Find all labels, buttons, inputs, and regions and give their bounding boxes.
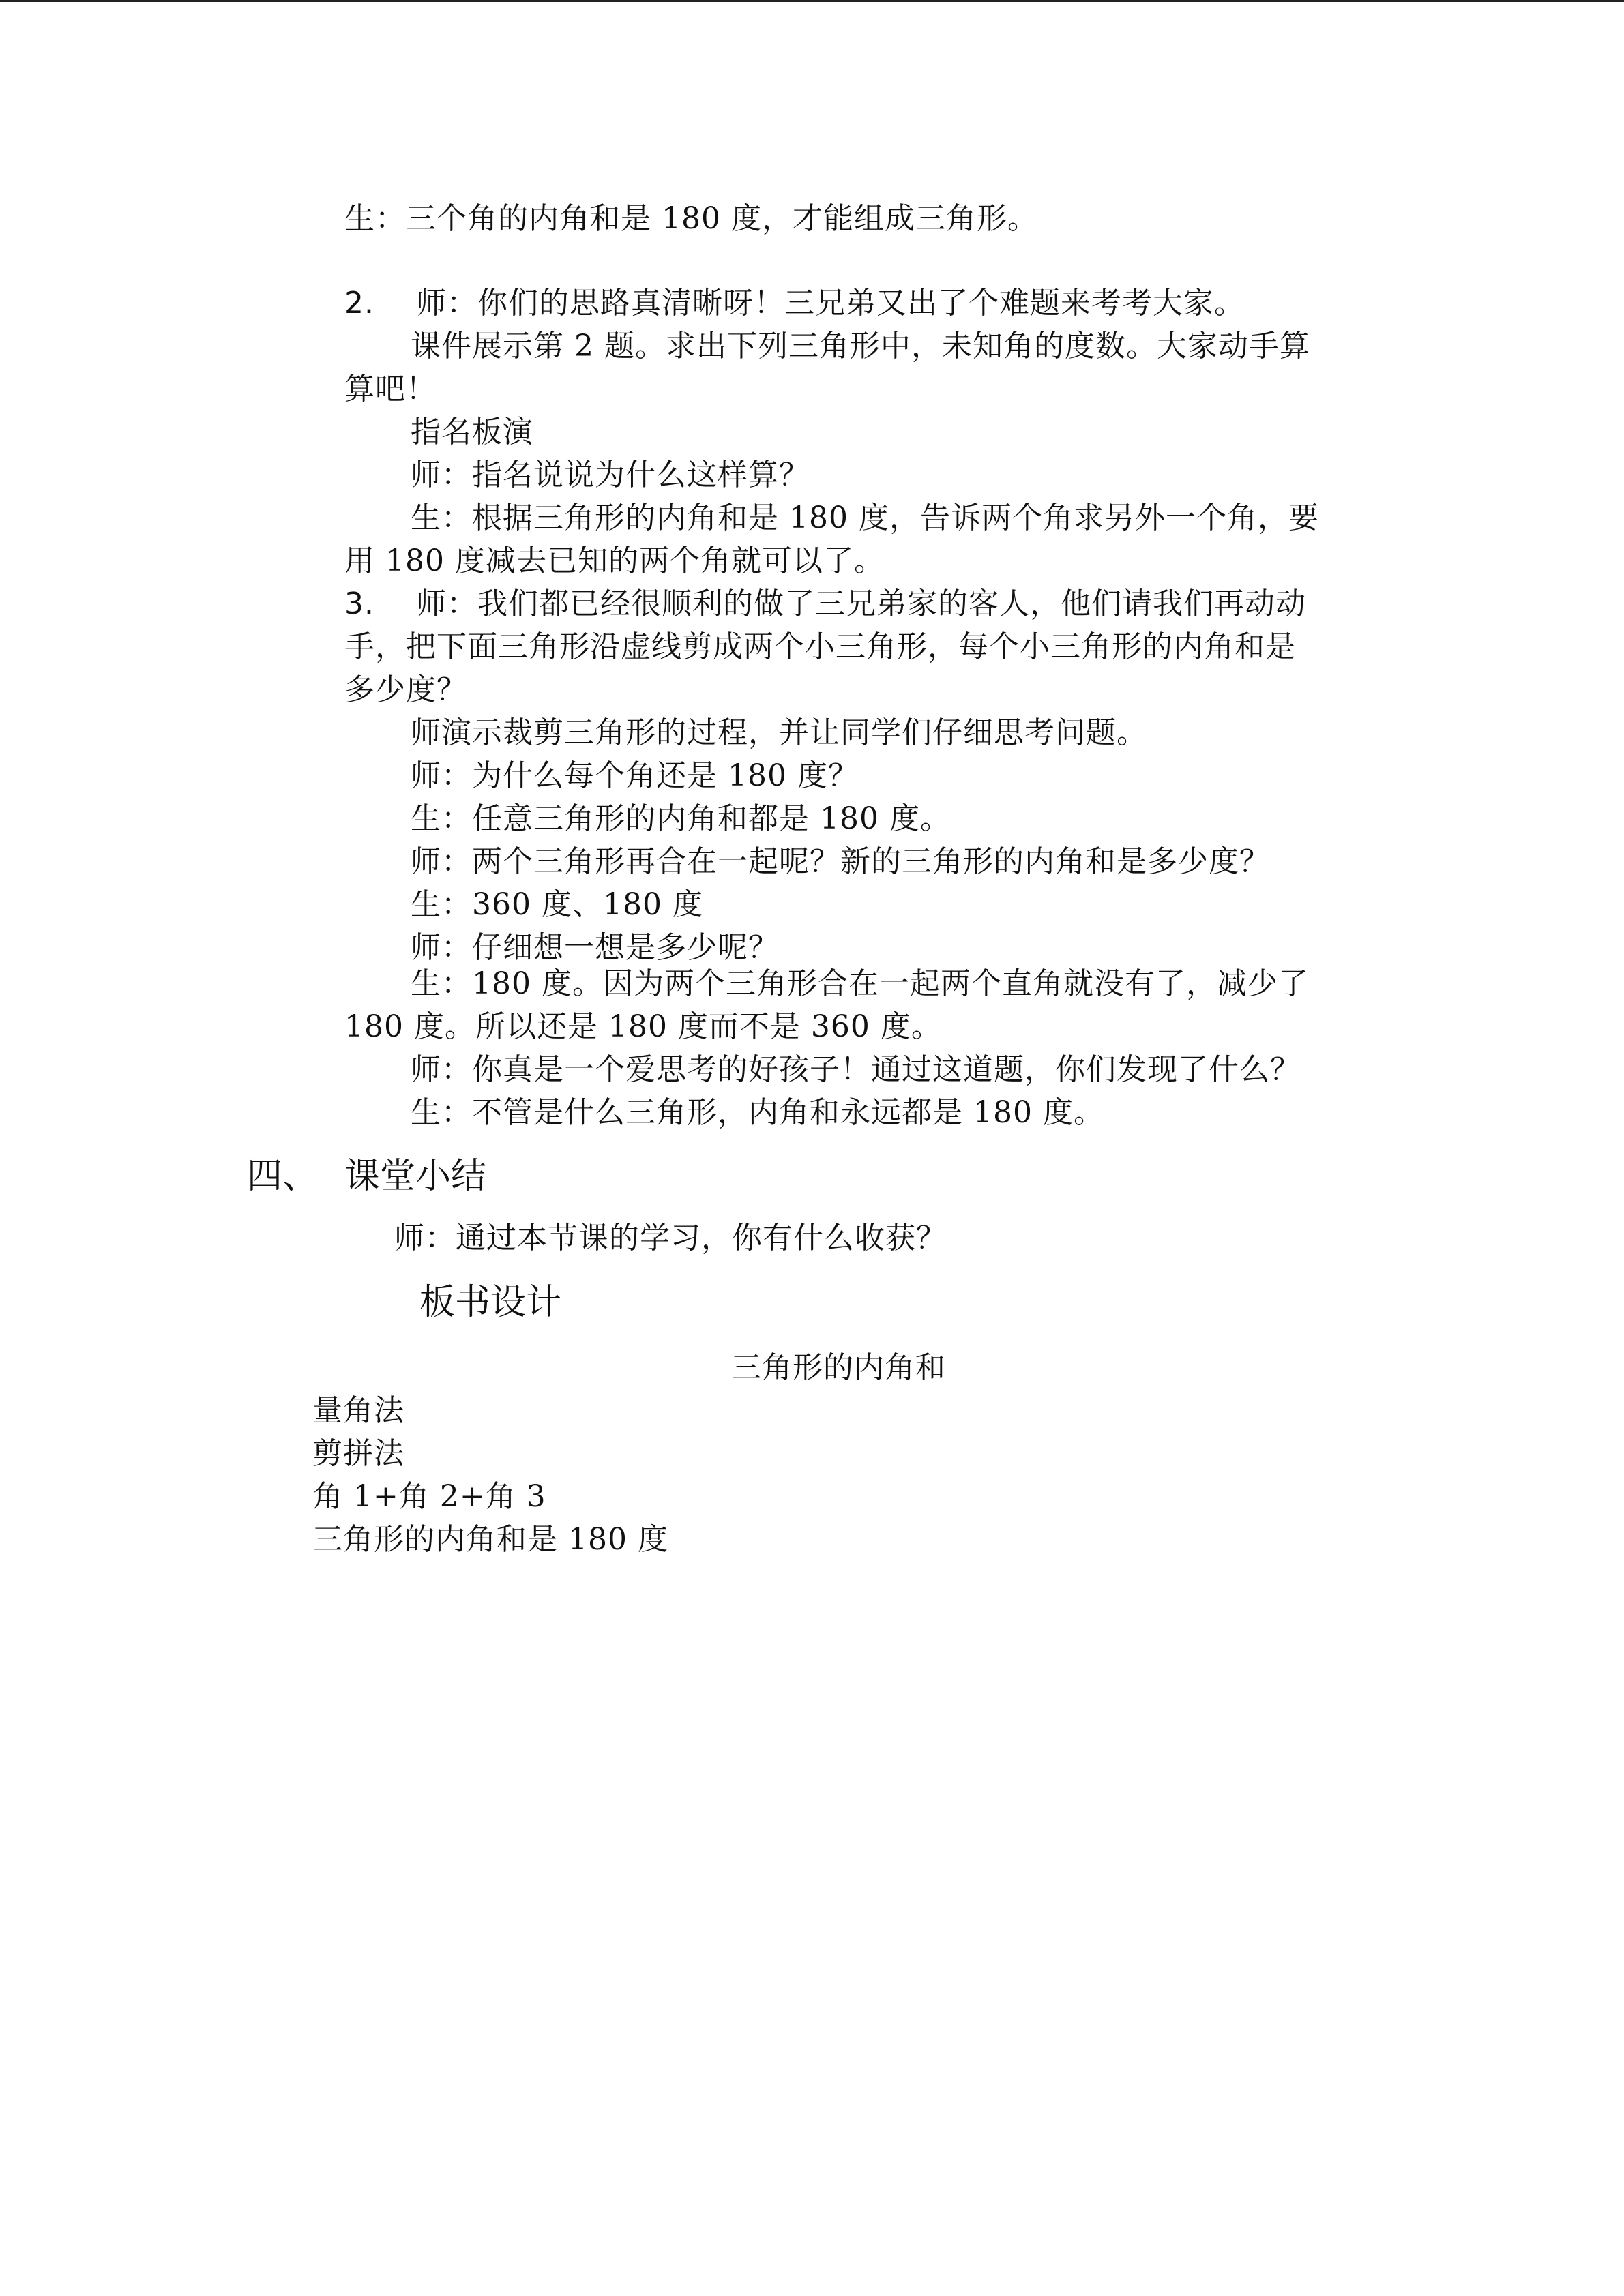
board-item-2: 剪拼法	[312, 1436, 404, 1471]
item2-line-5: 师：指名说说为什么这样算？	[411, 458, 810, 492]
item2-line-4: 指名板演	[411, 415, 533, 449]
item3-line-2: 手，把下面三角形沿虚线剪成两个小三角形，每个小三角形的内角和是	[344, 629, 1296, 664]
section-4-title: 课堂小结	[344, 1156, 487, 1197]
item3-line-7: 师：两个三角形再合在一起呢？新的三角形的内角和是多少度？	[411, 844, 1270, 879]
item3-line-10: 生：180 度。因为两个三角形合在一起两个直角就没有了，减少了	[411, 966, 1309, 1001]
item3-line-4: 师演示裁剪三角形的过程，并让同学们仔细思考问题。	[411, 715, 1147, 750]
board-item-4: 三角形的内角和是 180 度	[312, 1522, 668, 1557]
item3-line-9: 师：仔细想一想是多少呢？	[411, 930, 779, 965]
item3-line-6: 生：任意三角形的内角和都是 180 度。	[411, 801, 951, 836]
item-number-3: 3.	[344, 586, 374, 621]
item2-line-1: 师：你们的思路真清晰呀！三兄弟又出了个难题来考考大家。	[416, 286, 1245, 320]
board-design-heading: 板书设计	[419, 1282, 562, 1323]
item3-line-1: 师：我们都已经很顺利的做了三兄弟家的客人，他们请我们再动动	[416, 586, 1306, 621]
item2-line-2: 课件展示第 2 题。求出下列三角形中，未知角的度数。大家动手算	[411, 329, 1310, 363]
paragraph-student-answer: 生：三个角的内角和是 180 度，才能组成三角形。	[344, 201, 1038, 236]
item3-line-12: 师：你真是一个爱思考的好孩子！通过这道题，你们发现了什么？	[411, 1052, 1301, 1087]
item-number-2: 2.	[344, 286, 374, 320]
item2-line-3: 算吧！	[344, 372, 437, 406]
section-4-text: 师：通过本节课的学习，你有什么收获？	[394, 1221, 947, 1255]
item3-line-8: 生：360 度、180 度	[411, 887, 703, 922]
item2-line-6: 生：根据三角形的内角和是 180 度，告诉两个角求另外一个角，要	[411, 501, 1319, 535]
item3-line-13: 生：不管是什么三角形，内角和永远都是 180 度。	[411, 1095, 1104, 1130]
item2-line-7: 用 180 度减去已知的两个角就可以了。	[344, 543, 885, 578]
board-title: 三角形的内角和	[731, 1350, 946, 1385]
board-item-1: 量角法	[312, 1393, 404, 1428]
board-item-3: 角 1+角 2+角 3	[312, 1479, 546, 1514]
item3-line-11: 180 度。所以还是 180 度而不是 360 度。	[344, 1009, 942, 1044]
item3-line-3: 多少度？	[344, 672, 467, 707]
item3-line-5: 师：为什么每个角还是 180 度？	[411, 758, 859, 793]
section-4-number: 四、	[247, 1156, 319, 1197]
